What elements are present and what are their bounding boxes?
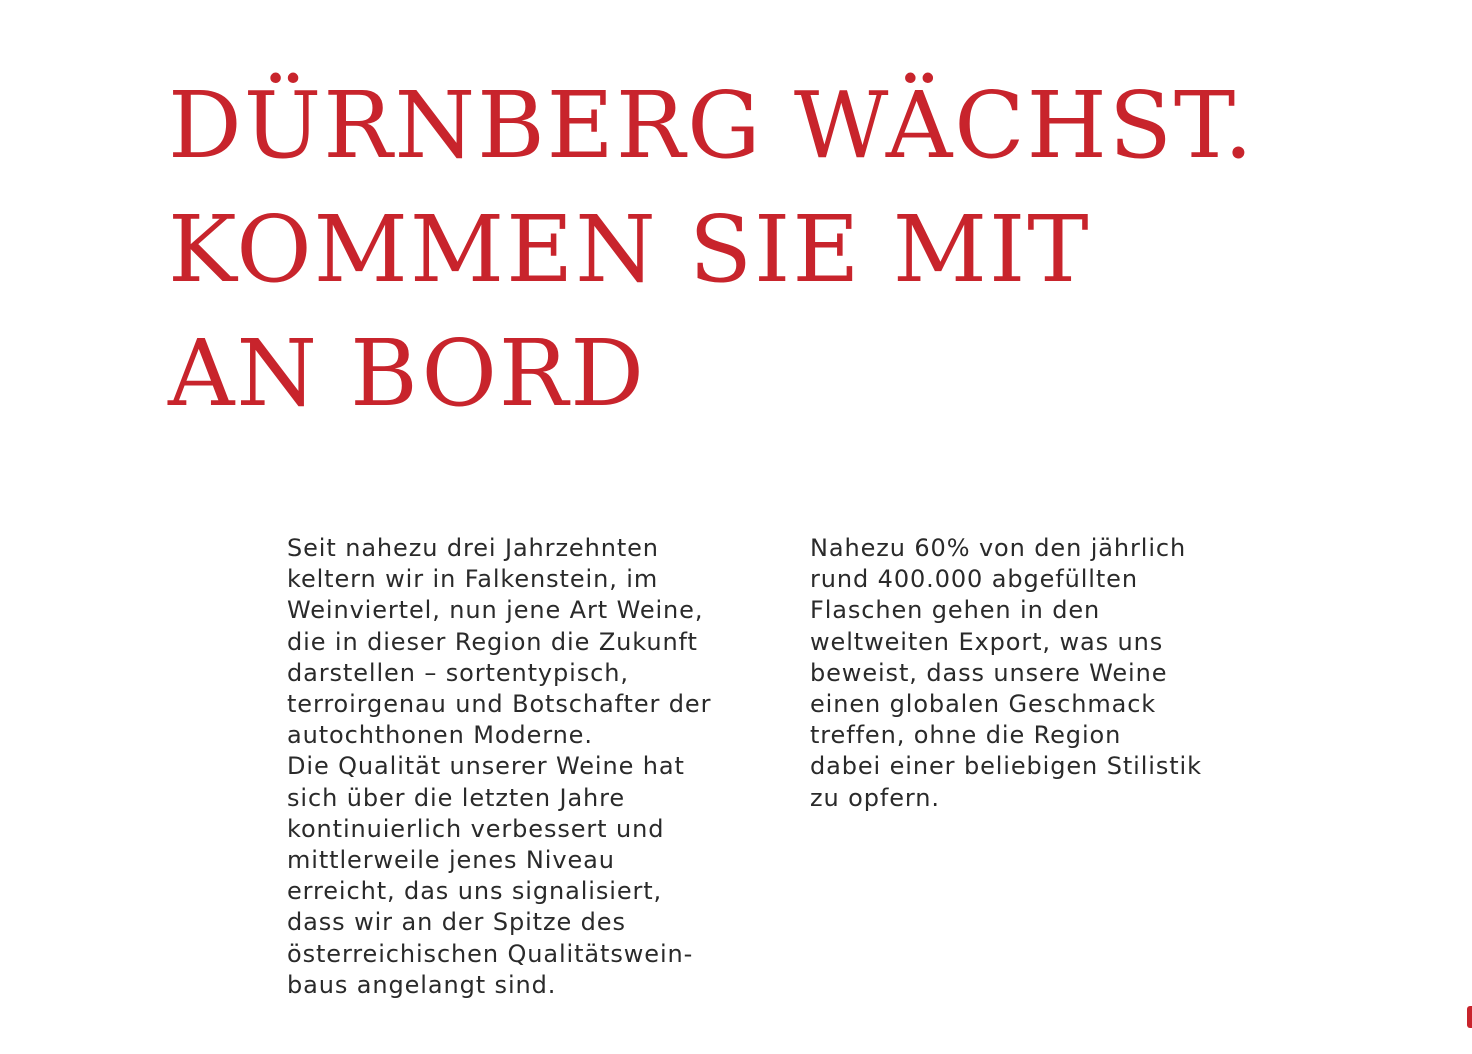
text-line: Seit nahezu drei Jahrzehnten bbox=[287, 534, 659, 562]
text-line: keltern wir in Falkenstein, im bbox=[287, 565, 659, 594]
text-line: Flaschen gehen in den bbox=[810, 596, 1101, 625]
text-line: terroirgenau und Botschafter der bbox=[287, 690, 712, 719]
left-text-column bbox=[287, 533, 757, 1001]
text-line: weltweiten Export, was uns bbox=[810, 627, 1164, 656]
text-line: dabei einer beliebigen Stilistik bbox=[810, 752, 1202, 781]
right-text-column bbox=[810, 533, 1250, 814]
text-line: Nahezu 60% von den jährlich bbox=[810, 534, 1187, 562]
text-line: baus angelangt sind. bbox=[287, 970, 557, 999]
text-line: darstellen – sortentypisch, bbox=[287, 658, 629, 687]
text-line: autochthonen Moderne. bbox=[287, 721, 593, 750]
right-paragraph-1 bbox=[810, 533, 1250, 814]
text-line: treffen, ohne die Region bbox=[810, 721, 1122, 750]
text-line: Weinviertel, nun jene Art Weine, bbox=[287, 596, 704, 625]
page-headline bbox=[168, 64, 1368, 436]
text-line: österreichischen Qualitätswein- bbox=[287, 939, 694, 968]
text-line: beweist, dass unsere Weine bbox=[810, 658, 1168, 687]
text-line: die in dieser Region die Zukunft bbox=[287, 627, 698, 656]
text-line: zu opfern. bbox=[810, 783, 940, 812]
page-edge-accent-mark bbox=[1467, 1006, 1472, 1028]
headline-line-3: AN BORD bbox=[168, 320, 646, 427]
headline-line-1: DÜRNBERG WÄCHST. bbox=[168, 72, 1255, 179]
text-line: einen globalen Geschmack bbox=[810, 690, 1157, 719]
text-line: kontinuierlich verbessert und bbox=[287, 814, 665, 843]
text-line: Die Qualität unserer Weine hat bbox=[287, 752, 685, 781]
text-line: mittlerweile jenes Niveau bbox=[287, 846, 615, 875]
text-line: sich über die letzten Jahre bbox=[287, 783, 626, 812]
headline-line-2: KOMMEN SIE MIT bbox=[168, 196, 1091, 303]
text-line: dass wir an der Spitze des bbox=[287, 908, 626, 937]
text-line: erreicht, das uns signalisiert, bbox=[287, 877, 663, 906]
text-line: rund 400.000 abgefüllten bbox=[810, 565, 1138, 594]
left-paragraph-2 bbox=[287, 751, 757, 1001]
left-paragraph-1 bbox=[287, 533, 757, 751]
